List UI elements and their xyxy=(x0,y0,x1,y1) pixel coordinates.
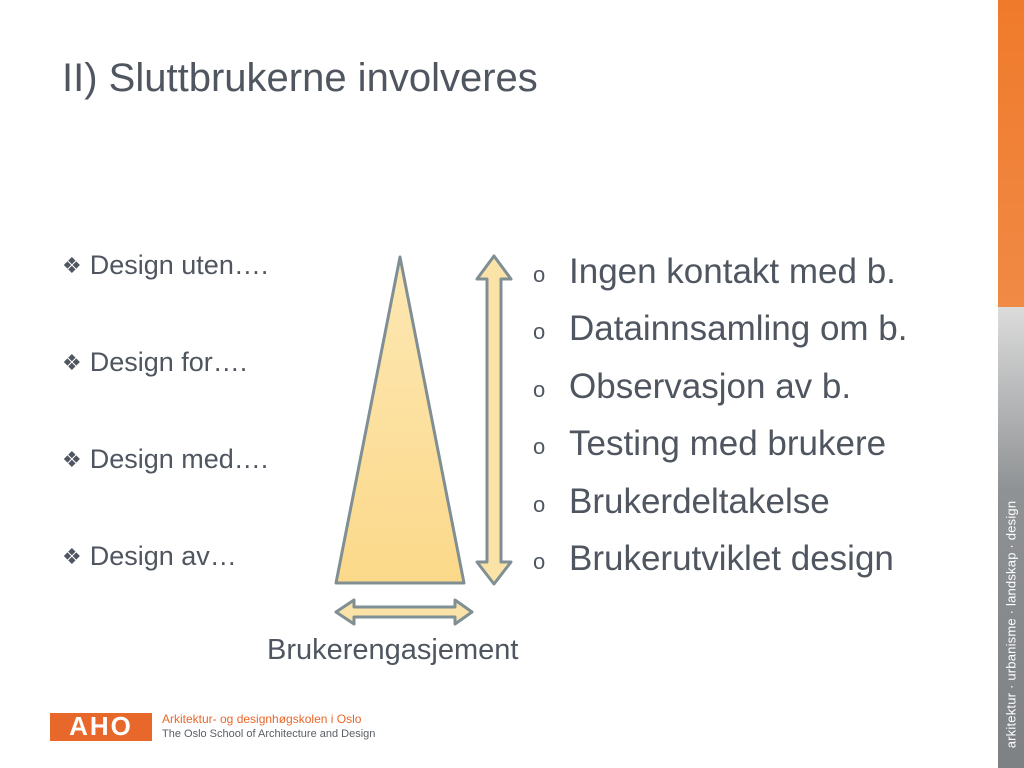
involvement-list xyxy=(533,252,908,596)
side-bar xyxy=(998,0,1024,768)
list-item-text: Ingen kontakt med b. xyxy=(569,252,896,291)
school-name-no: Arkitektur- og designhøgskolen i Oslo xyxy=(162,712,362,726)
circle-bullet-icon: o xyxy=(533,491,546,517)
diamond-bullet-icon: ❖ xyxy=(62,447,82,472)
list-item xyxy=(533,309,908,366)
list-item-text: Datainnsamling om b. xyxy=(569,309,908,349)
diamond-bullet-icon: ❖ xyxy=(62,544,82,569)
list-item xyxy=(533,482,908,539)
list-item-text: Observasjon av b. xyxy=(569,366,852,406)
logo-text: AHO xyxy=(69,711,133,741)
list-item xyxy=(533,252,908,309)
list-item-text: Design av… xyxy=(89,541,237,571)
circle-bullet-icon: o xyxy=(533,434,546,460)
circle-bullet-icon: o xyxy=(533,376,546,402)
side-tag xyxy=(998,490,1024,758)
slide-title: II) Sluttbrukerne involveres xyxy=(62,56,538,100)
horizontal-double-arrow-icon xyxy=(336,600,472,624)
circle-bullet-icon: o xyxy=(533,548,546,574)
list-item-text: Testing med brukere xyxy=(569,424,887,464)
list-item-text: Design uten…. xyxy=(89,250,269,280)
list-item xyxy=(533,539,908,596)
circle-bullet-icon: o xyxy=(533,262,546,287)
list-item-text: Brukerutviklet design xyxy=(569,538,894,578)
list-item-text: Design for…. xyxy=(89,347,248,377)
list-item-text: Brukerdeltakelse xyxy=(569,481,830,521)
vertical-double-arrow-icon xyxy=(477,256,511,584)
diamond-bullet-icon: ❖ xyxy=(62,253,82,278)
diamond-bullet-icon: ❖ xyxy=(62,350,82,375)
list-item xyxy=(533,424,908,481)
engagement-triangle xyxy=(336,257,464,583)
side-tag-text: arkitektur · urbanisme · landskap · design xyxy=(1003,500,1019,748)
axis-label: Brukerengasjement xyxy=(267,634,519,666)
footer-logo xyxy=(50,712,375,741)
list-item xyxy=(533,367,908,424)
list-item-text: Design med…. xyxy=(89,444,269,474)
school-name xyxy=(162,712,375,741)
circle-bullet-icon: o xyxy=(533,319,546,345)
aho-logo-icon xyxy=(50,713,152,741)
school-name-en: The Oslo School of Architecture and Design xyxy=(162,728,376,740)
